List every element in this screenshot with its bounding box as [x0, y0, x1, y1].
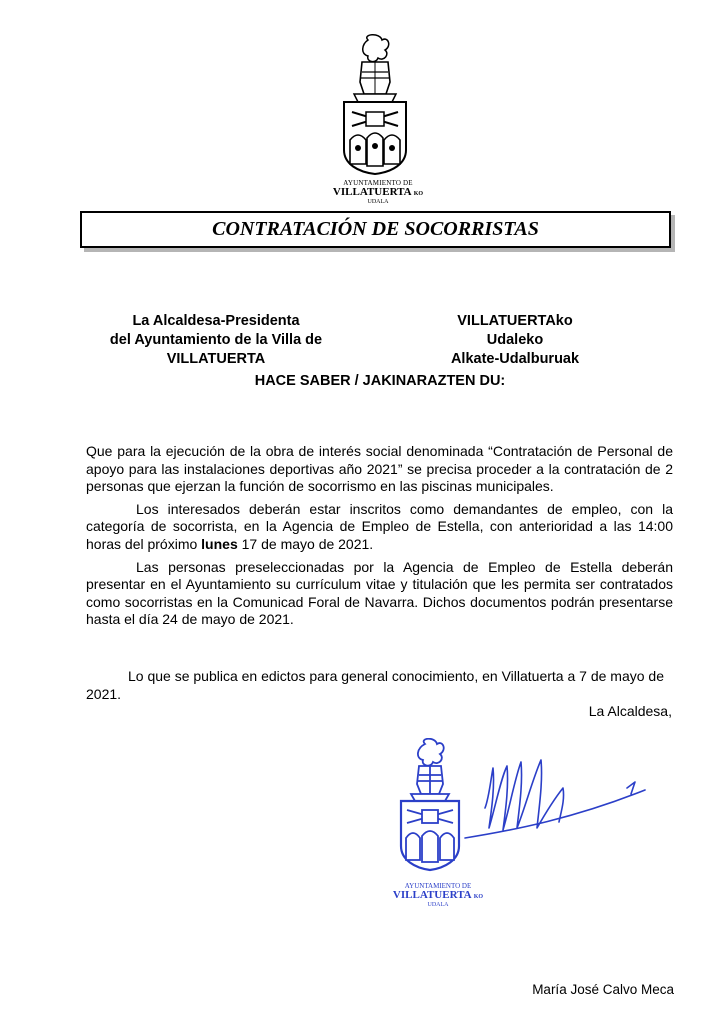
- title-box: [80, 211, 671, 248]
- sign-title: La Alcaldesa,: [588, 703, 672, 719]
- crest-icon: [330, 32, 420, 177]
- header-right-line2: Udaleko: [486, 332, 544, 348]
- body-paragraph-2-bold: lunes: [201, 535, 238, 552]
- stamp-caption: [378, 883, 498, 908]
- stamp-caption-line2: [378, 890, 498, 902]
- closing-paragraph: Lo que se publica en edictos para general conocimiento, en Villatuerta a 7 de mayo de 2021.: [86, 668, 664, 702]
- header-right-line3: Alkate-Udalburuak: [450, 351, 580, 367]
- body-paragraph-2-end: 17 de mayo de 2021.: [237, 535, 374, 552]
- header-right-line1: VILLATUERTAko: [457, 313, 573, 329]
- body-paragraph-2-start: Los interesados deberán estar inscritos como demandantes de empleo, con la categoría de socorrista, en la Agencia de Empleo de Estella, con anterioridad a las 14:00 horas del próximo: [86, 500, 673, 552]
- header-right: [410, 312, 620, 369]
- crest-caption-line2: [318, 187, 438, 199]
- crest-caption-line1: AYUNTAMIENTO DE: [343, 179, 413, 187]
- crest-caption: [318, 180, 438, 205]
- crest-caption-line3: UDALA: [367, 198, 389, 205]
- stamp-caption-ko: KO: [473, 894, 484, 901]
- crest-caption-name: VILLATUERTA: [332, 186, 411, 199]
- header-left: [96, 312, 336, 369]
- body-paragraph-1: Que para la ejecución de la obra de interés social denominada “Contratación de Personal de apoyo para las instalaciones deportivas año 2021” se precisa proceder a la contratación de 2 personas que ejerzan la función de socorrismo en las piscinas municipales.: [86, 443, 673, 495]
- announcement-heading: HACE SABER / JAKINARAZTEN DU:: [254, 373, 506, 389]
- body-paragraph-3: Las personas preseleccionadas por la Agencia de Empleo de Estella deberán presentar en el Ayuntamiento su currículum vitae y titulación que les permita ser contratados como socorristas en la Comunicad Foral de Navarra. Dichos documentos podrán presentarse hasta el día 24 de mayo de 2021.: [86, 558, 673, 628]
- header-left-line1: La Alcaldesa-Presidenta: [132, 313, 300, 329]
- document-title: CONTRATACIÓN DE SOCORRISTAS: [212, 218, 539, 240]
- body-paragraph-2: [86, 501, 673, 554]
- stamp-caption-name: VILLATUERTA: [392, 889, 471, 902]
- header-left-line2: del Ayuntamiento de la Villa de: [109, 332, 323, 348]
- body-text: [86, 443, 673, 629]
- signature-icon: [455, 748, 650, 848]
- header-left-line3: VILLATUERTA: [166, 351, 266, 367]
- stamp-caption-line3: UDALA: [427, 901, 449, 908]
- stamp-caption-line1: AYUNTAMIENTO DE: [404, 882, 472, 890]
- signer-name: María José Calvo Meca: [532, 982, 674, 997]
- crest-caption-ko: KO: [413, 191, 424, 198]
